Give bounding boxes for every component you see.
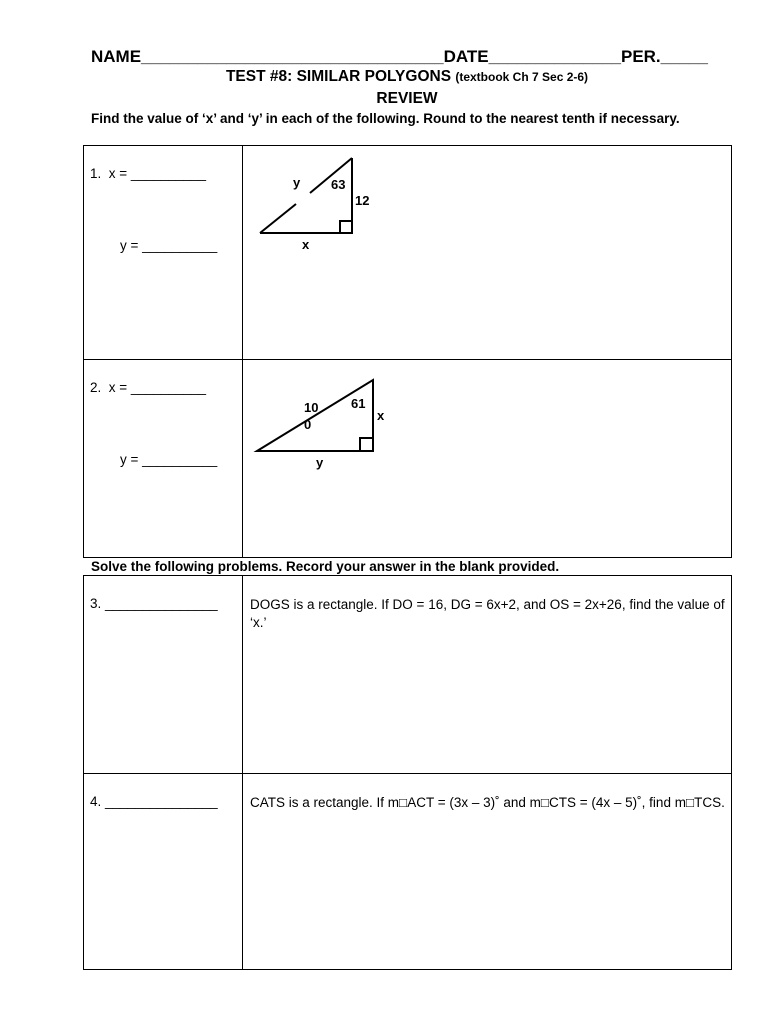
- problem-4-row: [84, 774, 732, 970]
- problem-2-triangle-figure: [243, 360, 733, 558]
- horizontal-leg-label: y: [316, 455, 324, 470]
- problem-3-text-cell: [243, 576, 732, 774]
- section2-instruction: Solve the following problems. Record your answer in the blank provided.: [91, 559, 560, 574]
- section2-table: [83, 575, 732, 970]
- problem-3-answer-cell: [84, 576, 243, 774]
- section1-instruction: Find the value of ‘x’ and ‘y’ in each of the following. Round to the nearest tenth if necessary.: [91, 111, 680, 126]
- problem-2-figure-cell: [243, 360, 732, 558]
- problem-3-row: [84, 576, 732, 774]
- angle-label: 63: [331, 177, 346, 192]
- hypotenuse-label-b: 0: [304, 417, 312, 432]
- problem-2-y-blank[interactable]: y = __________: [120, 452, 218, 467]
- problem-3-answer-blank[interactable]: 3. _______________: [90, 596, 218, 611]
- hypotenuse-label: y: [293, 175, 301, 190]
- review-heading: REVIEW: [376, 90, 438, 107]
- vertical-leg-label: 12: [355, 193, 370, 208]
- vertical-leg-label: x: [377, 408, 385, 423]
- problem-2-answer-cell: [84, 360, 243, 558]
- problem-1-figure-cell: [243, 146, 732, 360]
- problem-1-triangle-figure: [243, 146, 733, 360]
- right-angle-marker: [360, 438, 373, 451]
- problem-4-answer-cell: [84, 774, 243, 970]
- problem-4-text: CATS is a rectangle. If m□ACT = (3x – 3)˚ and m□CTS = (4x – 5)˚, find m□TCS.: [250, 795, 725, 810]
- triangle-outline: [257, 380, 373, 451]
- problem-1-x-blank[interactable]: 1. x = __________: [90, 166, 206, 181]
- problem-4-answer-blank[interactable]: 4. _______________: [90, 794, 218, 809]
- problem-3-text: DOGS is a rectangle. If DO = 16, DG = 6x+2, and OS = 2x+26, find the value of ‘x.’: [250, 597, 725, 630]
- problem-4-text-cell: [243, 774, 732, 970]
- horizontal-leg-label: x: [302, 237, 310, 252]
- section1-table: [83, 145, 732, 558]
- hypotenuse-label-a: 10: [304, 400, 319, 415]
- problem-1-row: [84, 146, 732, 360]
- test-title-main: TEST #8: SIMILAR POLYGONS: [225, 68, 456, 85]
- problem-1-answer-cell: [84, 146, 243, 360]
- test-title: [0, 68, 770, 86]
- problem-2-x-blank[interactable]: 2. x = __________: [90, 380, 206, 395]
- right-angle-marker: [340, 221, 352, 233]
- hypotenuse-lower: [260, 204, 296, 233]
- problem-1-y-blank[interactable]: y = __________: [120, 238, 218, 253]
- name-date-period-line: NAME________________________________DATE______________PER._____: [91, 47, 708, 66]
- problem-2-row: [84, 360, 732, 558]
- test-title-reference: (textbook Ch 7 Sec 2-6): [455, 70, 589, 84]
- angle-label: 61: [351, 396, 366, 411]
